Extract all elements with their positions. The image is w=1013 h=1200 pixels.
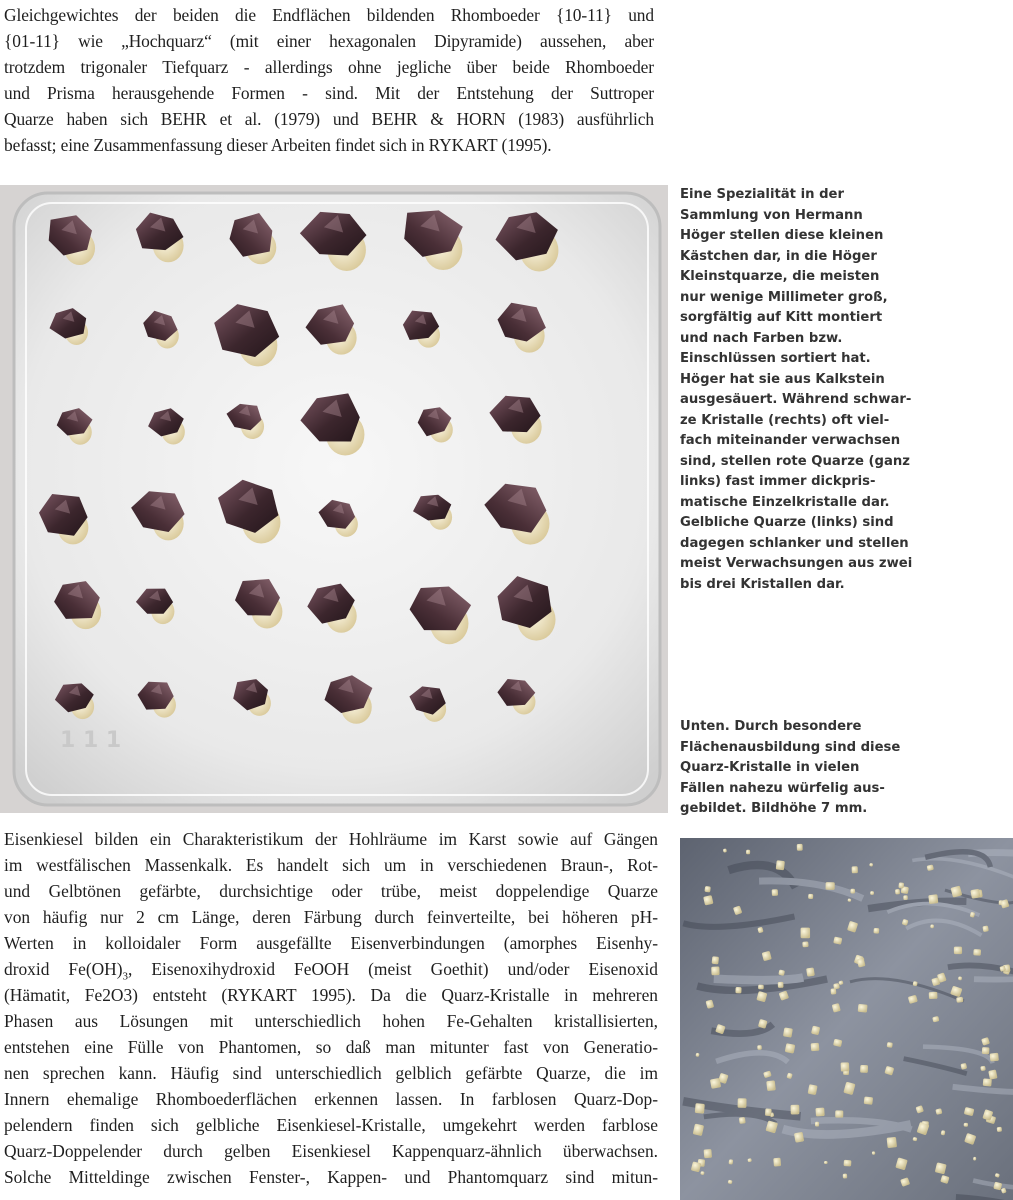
pale-quartz-crystal <box>982 925 988 932</box>
pale-quartz-crystal <box>695 1103 705 1114</box>
text-fragment: droxid Fe(OH) <box>4 959 123 979</box>
top-paragraph <box>4 2 654 159</box>
pale-quartz-crystal <box>778 982 784 988</box>
caption-line: meist Verwachsungen aus zwei <box>680 556 913 571</box>
pale-quartz-crystal <box>710 1078 721 1089</box>
pale-quartz-crystal <box>712 956 719 964</box>
pale-quartz-crystal <box>739 1117 746 1124</box>
caption-line: Unten. Durch besondere <box>680 719 862 734</box>
pale-quartz-crystal <box>815 1122 819 1127</box>
caption-line: Höger stellen diese kleinen <box>680 228 884 243</box>
text-line: und Gelbtönen gefärbte, durchsichtige oder trübe, meist doppelendige Quarze <box>4 881 658 901</box>
caption-line: Fällen nahezu würfelig aus- <box>680 780 885 796</box>
pale-quartz-crystal <box>773 1158 781 1167</box>
caption-collection <box>680 185 928 595</box>
caption-line: bis drei Kristallen dar. <box>680 576 845 592</box>
pale-quartz-crystal <box>831 988 837 994</box>
caption-closeup <box>680 717 928 820</box>
caption-line: nur wenige Millimeter groß, <box>680 289 888 305</box>
text-line: Phasen aus Lösungen mit unterschiedlich hohen Fe-Gehalten kristallisierten, <box>4 1011 658 1031</box>
text-line: (Hämatit, Fe2O3) entsteht (RYKART 1995). Da die Quarz-Kristalle in mehreren <box>4 985 658 1005</box>
caption-line: Einschlüssen sortiert hat. <box>680 351 871 366</box>
caption-line: Gelbliche Quarze (links) sind <box>680 515 894 530</box>
pale-quartz-crystal <box>783 1027 793 1037</box>
pale-quartz-crystal <box>895 889 900 895</box>
pale-quartz-crystal <box>870 891 874 895</box>
pale-quartz-crystal <box>983 1078 992 1086</box>
caption-line: Flächenausbildung sind diese <box>680 739 901 755</box>
pale-quartz-crystal <box>850 889 855 894</box>
caption-line: ze Kristalle (rechts) oft viel- <box>680 412 890 428</box>
bottom-paragraph <box>4 826 658 1190</box>
pale-quartz-crystal <box>980 1066 985 1071</box>
pale-quartz-crystal <box>898 882 904 888</box>
pale-quartz-crystal <box>815 1107 824 1116</box>
pale-quartz-crystal <box>997 1127 1002 1132</box>
pale-quartz-crystal <box>973 949 981 956</box>
pale-quartz-crystal <box>929 992 938 999</box>
pale-quartz-crystal <box>785 1043 796 1053</box>
pale-quartz-crystal <box>772 889 778 896</box>
pale-quartz-crystal <box>738 1098 747 1108</box>
pale-quartz-crystal <box>860 1065 868 1073</box>
text-line: {01-11} wie „Hochquarz“ (mit einer hexagonalen Dipyramide) aussehen, aber <box>4 31 654 52</box>
text-line: Quarz-Doppelender durch gelben Eisenkiesel Kappenquarz-ähnlich überwachsen. <box>4 1141 658 1161</box>
text-line: entstehen eine Fülle von Phantomen, so daß man mitunter fast von Generatio- <box>4 1037 658 1057</box>
pale-quartz-crystal <box>758 985 764 990</box>
text-line: Innern ehemalige Rhomboederflächen erkennen lassen. In farblosen Quarz-Dop- <box>4 1089 658 1109</box>
pale-quartz-crystal <box>704 886 710 893</box>
caption-line: fach miteinander verwachsen <box>680 433 901 448</box>
pale-quartz-crystal <box>852 866 858 873</box>
pale-quartz-crystal <box>826 882 835 890</box>
text-line: Gleichgewichtes der beiden die Endflächen bildenden Rhomboeder {10-11} und <box>4 5 654 25</box>
caption-line: sorgfältig auf Kitt montiert <box>680 310 883 325</box>
pale-quartz-crystal <box>797 844 803 851</box>
text-line: Solche Mitteldinge zwischen Fenster-, Kappen- und Phantomquarz sind mitun- <box>4 1167 658 1187</box>
caption-line: matische Einzelkristalle dar. <box>680 494 890 510</box>
pale-quartz-crystal <box>735 987 741 993</box>
subscript: 3 <box>122 970 129 983</box>
quartz-tray-photo <box>0 185 668 813</box>
caption-line: sind, stellen rote Quarze (ganz <box>680 453 910 469</box>
pale-quartz-crystal <box>794 1132 804 1143</box>
pale-quartz-crystal <box>801 928 811 939</box>
pale-quartz-crystal <box>757 1045 762 1050</box>
pale-quartz-crystal <box>711 967 719 976</box>
text-line: von häufig nur 2 cm Länge, deren Färbung durch feinverteilte, bei höheren pH- <box>4 907 658 927</box>
closeup-crystal-photo <box>680 838 1013 1200</box>
caption-line: Sammlung von Hermann <box>680 207 863 223</box>
tray-number-label: 1 1 1 <box>60 728 122 753</box>
pale-quartz-crystal <box>835 1110 843 1117</box>
pale-quartz-crystal <box>858 1004 868 1013</box>
pale-quartz-crystal <box>964 1123 968 1127</box>
pale-quartz-crystal <box>903 895 908 900</box>
caption-line: Kleinstquarze, die meisten <box>680 269 880 284</box>
pale-quartz-crystal <box>990 1053 999 1062</box>
text-line: befasst; eine Zusammenfassung dieser Arbeiten findet sich in RYKART (1995). <box>4 135 552 156</box>
pale-quartz-crystal <box>808 894 813 899</box>
pale-quartz-crystal <box>841 1062 850 1071</box>
caption-line: Höger hat sie aus Kalkstein <box>680 371 885 387</box>
caption-line: Eine Spezialität in der <box>680 187 844 202</box>
pale-quartz-crystal <box>704 1149 712 1158</box>
caption-line: dagegen schlanker und stellen <box>680 535 909 551</box>
pale-quartz-crystal <box>746 850 750 855</box>
pale-quartz-crystal <box>806 967 815 976</box>
text-line: trotzdem trigonaler Tiefquarz - allerdings ohne jegliche über beide Rhomboeder <box>4 57 654 78</box>
text-line: pelendern finden sich gelbliche Eisenkiesel-Kristalle, umgekehrt werden farblose <box>4 1115 658 1135</box>
text-line: und Prisma herausgehende Formen - sind. Mit der Entstehung der Suttroper <box>4 83 654 104</box>
pale-quartz-crystal <box>954 947 962 955</box>
text-line: Eisenkiesel bilden ein Charakteristikum der Hohlräume im Karst sowie auf Gängen <box>4 829 658 849</box>
caption-line: links) fast immer dickpris- <box>680 474 876 489</box>
text-line: nen sprechen kann. Häufig sind unterschiedlich gelblich gefärbte Quarze, die im <box>4 1063 658 1083</box>
pale-quartz-crystal <box>873 928 879 934</box>
caption-line: und nach Farben bzw. <box>680 330 843 346</box>
pale-quartz-crystal <box>802 941 808 947</box>
pale-quartz-crystal <box>844 1160 852 1167</box>
pale-quartz-crystal <box>766 1080 776 1091</box>
pale-quartz-crystal <box>729 1159 734 1164</box>
text-line: Werten in kolloidaler Form ausgefällte Eisenverbindungen (amorphes Eisenhy- <box>4 933 658 953</box>
pale-quartz-crystal <box>928 894 938 904</box>
pale-quartz-crystal <box>843 1174 848 1179</box>
pale-quartz-crystal <box>824 1161 828 1164</box>
pale-quartz-crystal <box>808 1084 818 1095</box>
pale-quartz-crystal <box>887 1137 897 1148</box>
rock-streak <box>714 977 803 980</box>
pale-quartz-crystal <box>776 860 785 870</box>
text-line-formula <box>4 956 658 982</box>
caption-line: ausgesäuert. Während schwar- <box>680 392 912 407</box>
text-fragment: , Eisenoxihydroxid FeOOH (meist Goethit) und/oder Eisenoxid <box>128 959 658 979</box>
text-line: Quarze haben sich BEHR et al. (1979) und BEHR & HORN (1983) ausführlich <box>4 109 654 130</box>
pale-quartz-crystal <box>970 889 980 899</box>
pale-quartz-crystal <box>982 1047 990 1054</box>
pale-quartz-crystal <box>765 1108 772 1116</box>
pale-quartz-crystal <box>791 1105 800 1115</box>
pale-quartz-crystal <box>887 1042 893 1048</box>
text-line: im westfälischen Massenkalk. Es handelt sich um in verschiedenen Braun-, Rot- <box>4 855 658 875</box>
pale-quartz-crystal <box>956 997 963 1003</box>
pale-quartz-crystal <box>811 1043 820 1051</box>
caption-line: gebildet. Bildhöhe 7 mm. <box>680 801 868 816</box>
caption-line: Quarz-Kristalle in vielen <box>680 760 860 775</box>
caption-line: Kästchen dar, in die Höger <box>680 248 877 264</box>
pale-quartz-crystal <box>864 1096 873 1104</box>
